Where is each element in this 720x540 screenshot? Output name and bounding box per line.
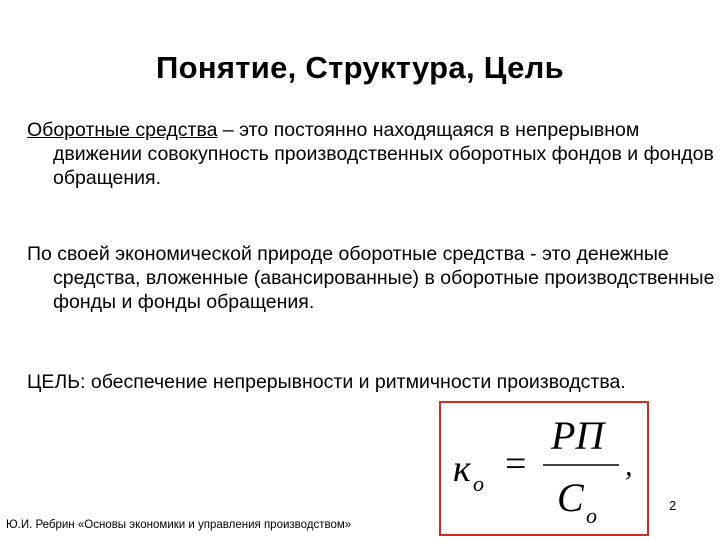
formula-denominator-subscript: о [586, 503, 597, 528]
footer-credit: Ю.И. Ребрин «Основы экономики и управления производством» [6, 519, 352, 531]
paragraph-definition [27, 118, 720, 190]
formula-box [439, 401, 649, 536]
formula-lhs-subscript: о [473, 471, 484, 496]
term-underlined: Оборотные средства [27, 119, 218, 141]
formula-numerator: РП [551, 413, 605, 458]
formula-denominator: С [557, 475, 584, 520]
formula-equals: = [505, 443, 527, 485]
page-number: 2 [669, 498, 677, 513]
formula-comma: , [625, 449, 633, 482]
paragraph-economic-nature: По своей экономической природе оборотные средства - это денежные средства, вложенные (авансированные) в оборотные производственные фонды и фонды обращения. [27, 243, 715, 313]
formula-lhs-symbol: к [453, 448, 471, 490]
formula-graphic [441, 403, 647, 534]
paragraph-goal: ЦЕЛЬ: обеспечение непрерывности и ритмичности производства. [27, 371, 626, 393]
slide-title: Понятие, Структура, Цель [156, 50, 564, 85]
definition-text: – это постоянно находящаяся в непрерывном движении совокупность производственных оборотных фондов и фондов обращения. [53, 119, 714, 189]
